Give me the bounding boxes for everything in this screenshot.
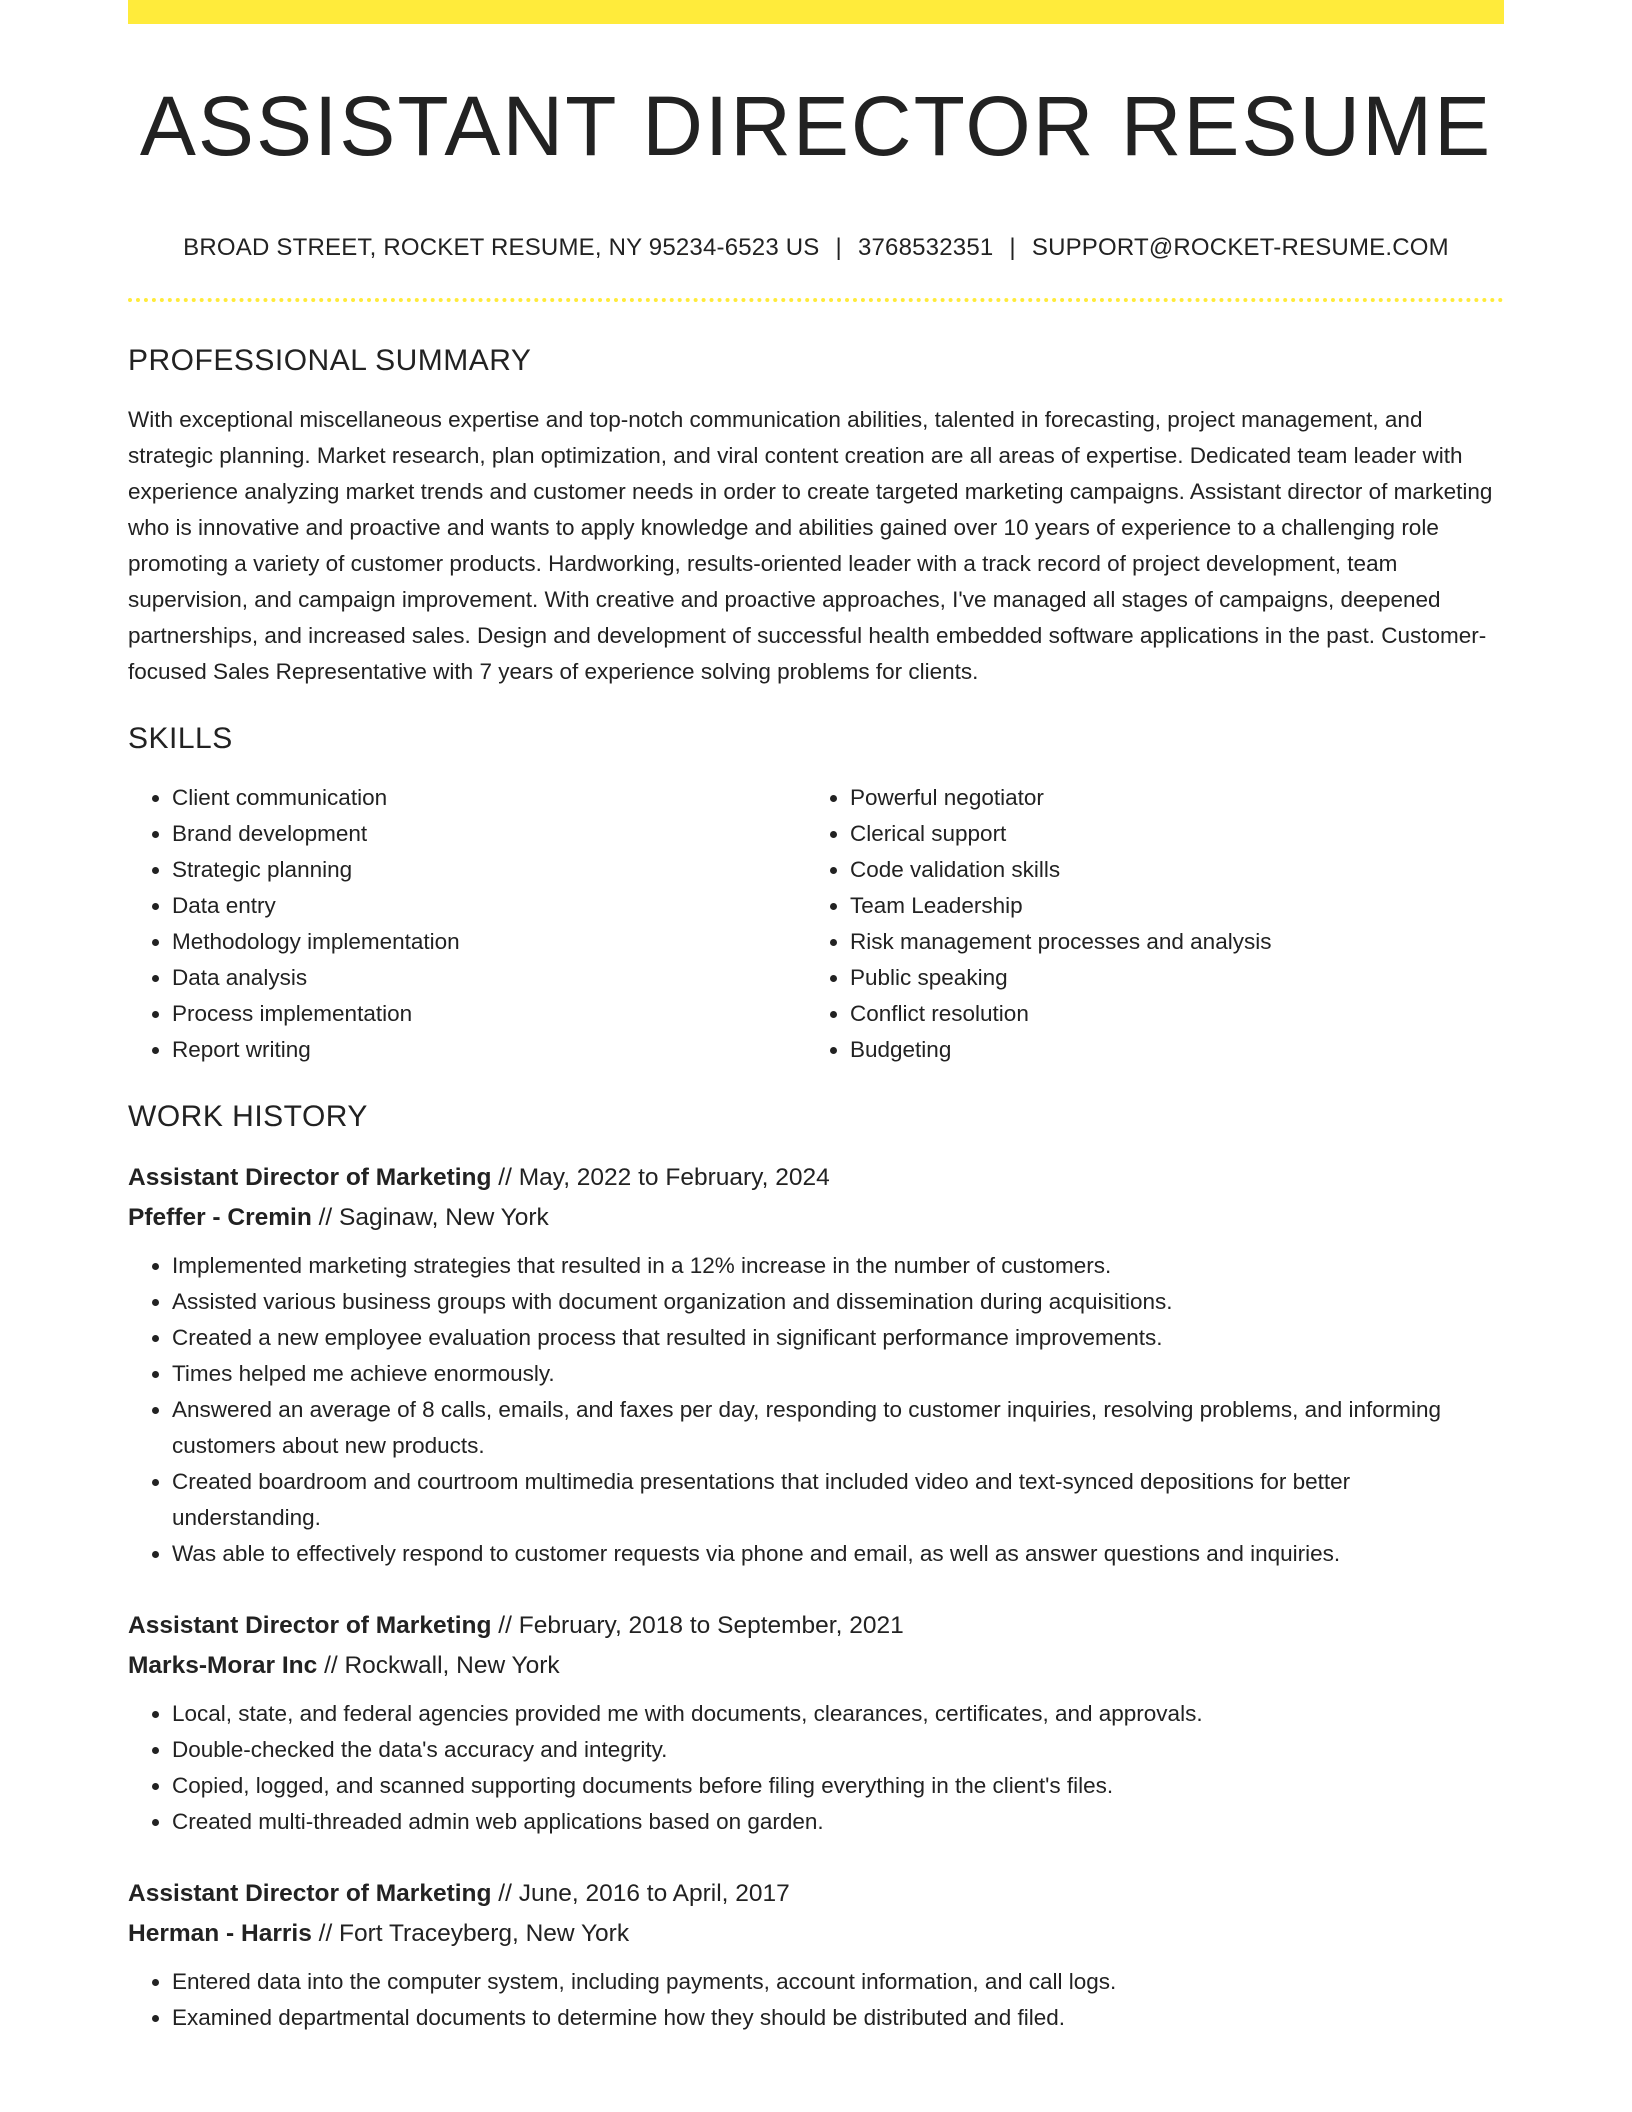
job-dates: // May, 2022 to February, 2024 (491, 1164, 830, 1192)
job-title-line (128, 1158, 1504, 1198)
job-bullet: • Created boardroom and courtroom multimedia presentations that included video and text-synced depositions for better understanding. (172, 1464, 1504, 1536)
job-location: // Rockwall, New York (317, 1652, 560, 1680)
job-bullet: • Answered an average of 8 calls, emails, and faxes per day, responding to customer inquiries, resolving problems, and informing customers about new products. (172, 1392, 1504, 1464)
job-title: Assistant Director of Marketing (128, 1164, 492, 1192)
skill-item: • Team Leadership (850, 888, 1484, 924)
summary-heading: PROFESSIONAL SUMMARY (128, 344, 532, 378)
job-title: Assistant Director of Marketing (128, 1880, 492, 1908)
skill-item: • Process implementation (172, 996, 806, 1032)
skill-item: • Clerical support (850, 816, 1484, 852)
job-entry (128, 1874, 1504, 2036)
job-location: // Fort Traceyberg, New York (311, 1920, 630, 1948)
job-dates: // February, 2018 to September, 2021 (491, 1612, 904, 1640)
skill-item: • Powerful negotiator (850, 780, 1484, 816)
job-dates: // June, 2016 to April, 2017 (491, 1880, 790, 1908)
job-company: Marks-Morar Inc (128, 1652, 318, 1680)
job-bullets (128, 1696, 1504, 1840)
job-bullet: • Created a new employee evaluation process that resulted in significant performance improvements. (172, 1320, 1504, 1356)
skills-list (128, 780, 1504, 1068)
job-bullet: • Local, state, and federal agencies provided me with documents, clearances, certificates, and approvals. (172, 1696, 1504, 1732)
top-accent-bar (128, 0, 1504, 24)
job-bullet: • Implemented marketing strategies that resulted in a 12% increase in the number of customers. (172, 1248, 1504, 1284)
job-bullet: • Was able to effectively respond to customer requests via phone and email, as well as answer questions and inquiries. (172, 1536, 1504, 1572)
job-bullet: • Copied, logged, and scanned supporting documents before filing everything in the client's files. (172, 1768, 1504, 1804)
dotted-divider (128, 298, 1504, 302)
work-history-heading: WORK HISTORY (128, 1100, 368, 1134)
skill-item: • Budgeting (850, 1032, 1484, 1068)
skills-column-right (806, 780, 1484, 1068)
skill-item: • Report writing (172, 1032, 806, 1068)
skill-item: • Data analysis (172, 960, 806, 996)
skill-item: • Code validation skills (850, 852, 1484, 888)
job-bullet: • Created multi-threaded admin web applications based on garden. (172, 1804, 1504, 1840)
skill-item: • Brand development (172, 816, 806, 852)
job-company-line (128, 1198, 1504, 1238)
job-bullet: • Assisted various business groups with document organization and dissemination during acquisitions. (172, 1284, 1504, 1320)
job-entry (128, 1158, 1504, 1572)
job-bullet: • Double-checked the data's accuracy and integrity. (172, 1732, 1504, 1768)
skills-heading: SKILLS (128, 722, 233, 756)
contact-email[interactable]: SUPPORT@ROCKET-RESUME.COM (1031, 234, 1449, 262)
skill-item: • Risk management processes and analysis (850, 924, 1484, 960)
skill-item: • Conflict resolution (850, 996, 1484, 1032)
job-company-line (128, 1646, 1504, 1686)
job-bullet: • Times helped me achieve enormously. (172, 1356, 1504, 1392)
job-company: Herman - Harris (128, 1920, 312, 1948)
contact-separator: | (835, 234, 842, 262)
resume-title: ASSISTANT DIRECTOR RESUME (139, 79, 1493, 173)
contact-line (128, 234, 1504, 262)
skill-item: • Data entry (172, 888, 806, 924)
job-company: Pfeffer - Cremin (128, 1204, 312, 1232)
skill-item: • Strategic planning (172, 852, 806, 888)
skill-item: • Public speaking (850, 960, 1484, 996)
contact-phone[interactable]: 3768532351 (857, 234, 994, 262)
job-bullet: • Entered data into the computer system, including payments, account information, and call logs. (172, 1964, 1504, 2000)
skill-item: • Methodology implementation (172, 924, 806, 960)
job-company-line (128, 1914, 1504, 1954)
contact-address: BROAD STREET, ROCKET RESUME, NY 95234-6523 US (183, 234, 820, 262)
job-bullets (128, 1248, 1504, 1572)
job-bullet: • Examined departmental documents to determine how they should be distributed and filed. (172, 2000, 1504, 2036)
job-location: // Saginaw, New York (311, 1204, 549, 1232)
skills-column-left (128, 780, 806, 1068)
job-bullets (128, 1964, 1504, 2036)
job-title-line (128, 1874, 1504, 1914)
resume-page (128, 0, 1504, 2036)
job-title: Assistant Director of Marketing (128, 1612, 492, 1640)
contact-separator: | (1009, 234, 1016, 262)
job-title-line (128, 1606, 1504, 1646)
summary-text: With exceptional miscellaneous expertise and top-notch communication abilities, talented in forecasting, project management, and strategic planning. Market research, plan optimization, and viral content creation are all areas of expertise. Dedicated team leader with experience analyzing market trends and customer needs in order to create targeted marketing campaigns. Assistant director of marketing who is innovative and proactive and wants to apply knowledge and abilities gained over 10 years of experience to a challenging role promoting a variety of customer products. Hardworking, results-oriented leader with a track record of project development, team supervision, and campaign improvement. With creative and proactive approaches, I've managed all stages of campaigns, deepened partnerships, and increased sales. Design and development of successful health embedded software applications in the past. Customer-focused Sales Representative with 7 years of experience solving problems for clients. (128, 407, 1493, 685)
job-entry (128, 1606, 1504, 1840)
skill-item: • Client communication (172, 780, 806, 816)
